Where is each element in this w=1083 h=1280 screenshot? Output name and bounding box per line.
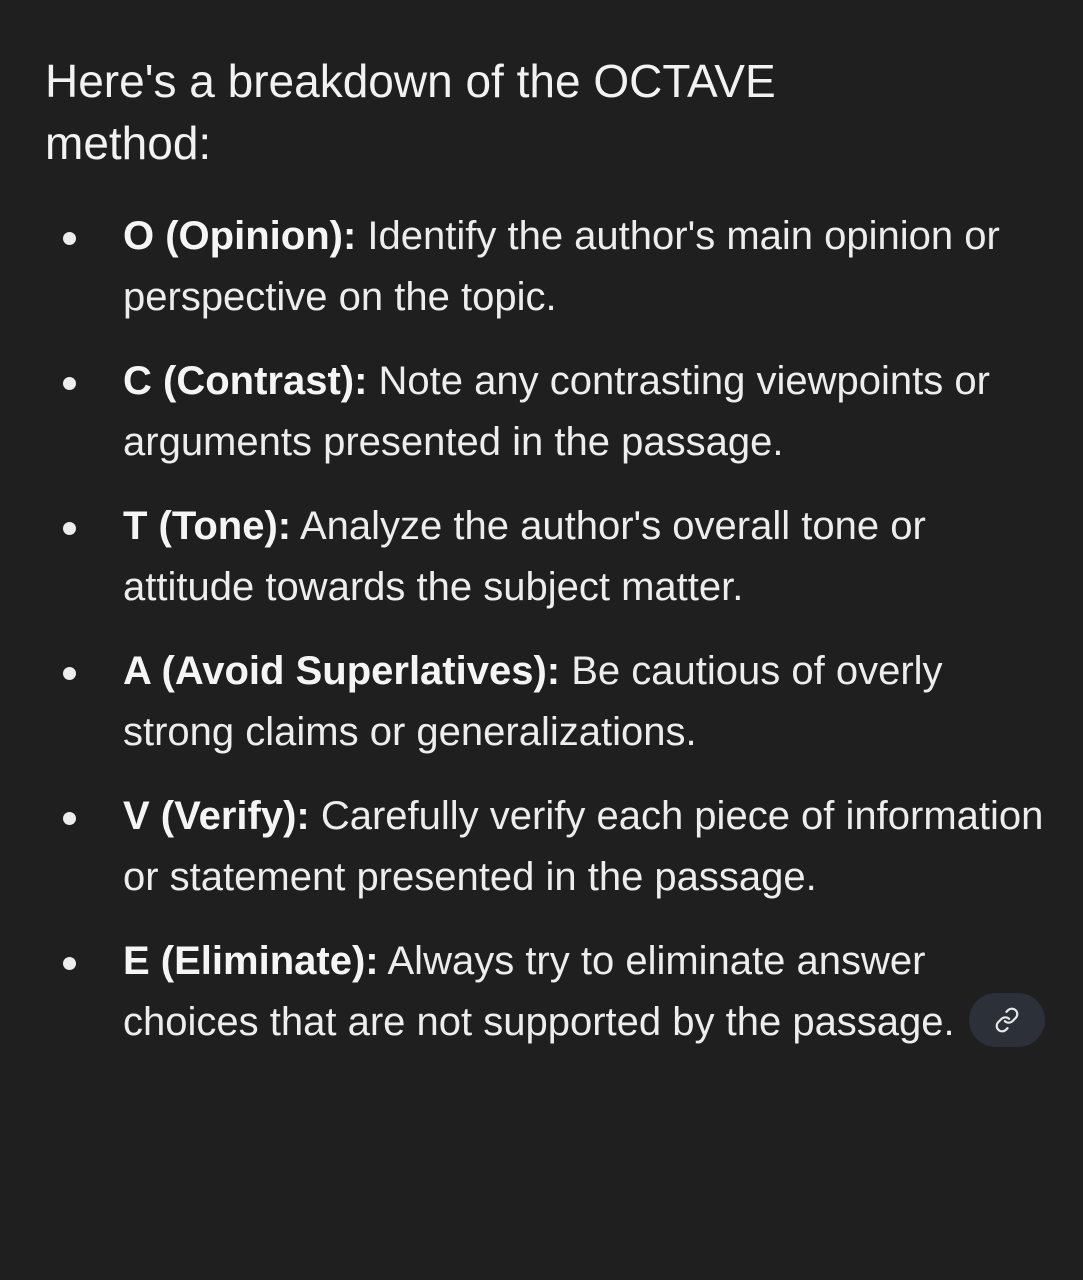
list-item (45, 206, 1045, 328)
bullet-icon (63, 377, 76, 390)
item-term: E (Eliminate): (123, 939, 379, 983)
octave-list (45, 206, 1045, 1053)
bullet-icon (63, 232, 76, 245)
list-item (45, 351, 1045, 473)
item-description: Carefully verify each piece of information or statement presented in the passage. (123, 794, 1044, 899)
section-heading: Here's a breakdown of the OCTAVE method: (45, 55, 776, 169)
item-term: V (Verify): (123, 794, 310, 838)
list-item (45, 496, 1045, 618)
item-description: Identify the author's main opinion or perspective on the topic. (123, 214, 1000, 319)
message-content (45, 50, 1045, 1076)
item-term: O (Opinion): (123, 214, 357, 258)
item-term: A (Avoid Superlatives): (123, 649, 561, 693)
source-link-button[interactable] (969, 993, 1045, 1047)
item-description: Analyze the author's overall tone or attitude towards the subject matter. (123, 504, 926, 609)
list-item (45, 786, 1045, 908)
list-item (45, 641, 1045, 763)
item-term: C (Contrast): (123, 359, 368, 403)
link-icon (994, 1007, 1020, 1033)
item-description: Always try to eliminate answer choices that are not supported by the passage. (123, 939, 955, 1044)
bullet-icon (63, 667, 76, 680)
item-term: T (Tone): (123, 504, 292, 548)
bullet-icon (63, 522, 76, 535)
item-description: Be cautious of overly strong claims or generalizations. (123, 649, 943, 754)
list-item (45, 931, 1045, 1053)
bullet-icon (63, 957, 76, 970)
item-description: Note any contrasting viewpoints or arguments presented in the passage. (123, 359, 990, 464)
bullet-icon (63, 812, 76, 825)
